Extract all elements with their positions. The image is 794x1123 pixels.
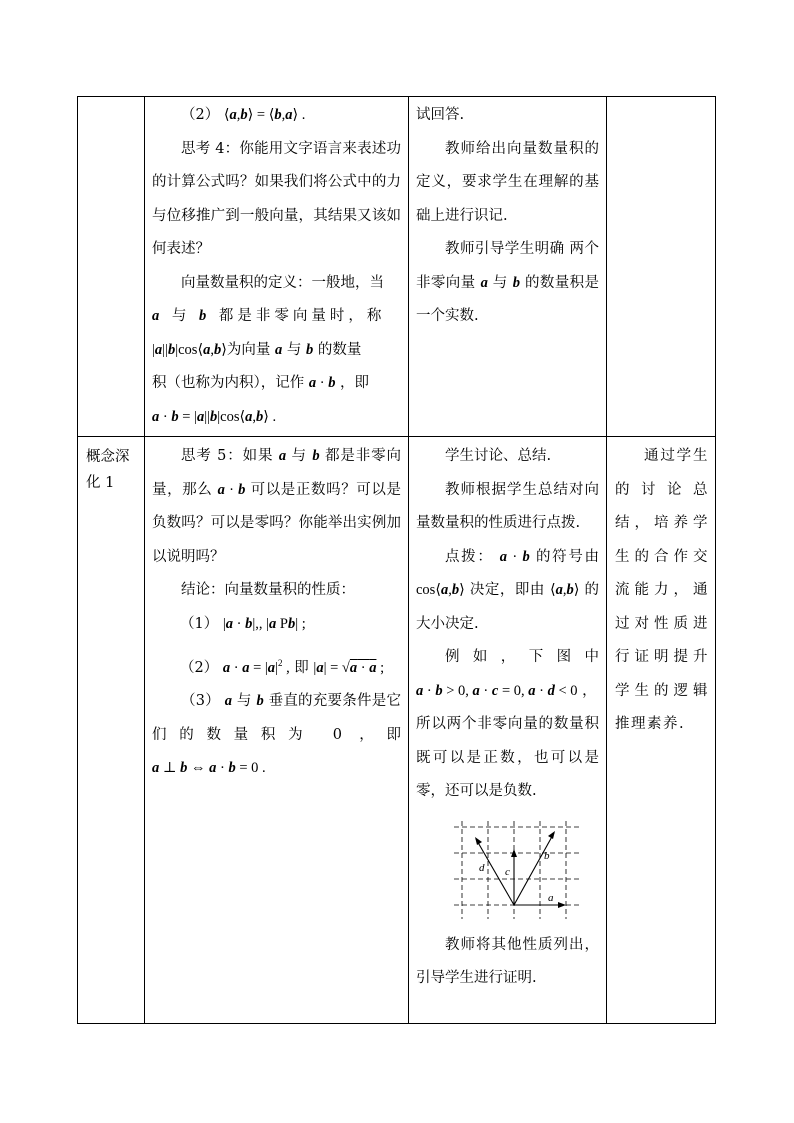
row1-stage-cell	[78, 97, 144, 436]
activity-example: 例如，下图中 a · b > 0, a · c = 0, a · d < 0 ，	[416, 649, 599, 699]
conclusion-heading: 结论：向量数量积的性质：	[181, 582, 355, 598]
row2-content-cell	[145, 440, 408, 786]
activity-discussion: 学生讨论、总结.	[445, 448, 552, 464]
row-divider	[77, 436, 716, 437]
activity-conclusion: 所以两个非零向量的数量积既可以是正数，也可以是零，还可以是负数.	[416, 716, 599, 799]
think-5-question: 思考 5：如果 a 与 b 都是非零向量，那么 a · b 可以是正数吗？可以是负数吗？可以是零吗？你能举出实例加以说明吗？	[152, 448, 402, 565]
row2-stage: 概念深化 1	[86, 449, 130, 491]
activity-list-properties: 教师将其他性质列出，引导学生进行证明.	[416, 936, 599, 986]
activity-try-answer: 试回答.	[416, 107, 465, 123]
property-3: （3） a 与 b 垂直的充要条件是它们的数量积为 0 ，即 a ⊥ b ⇔ a · b = 0 .	[152, 693, 401, 777]
row2-activity-cell	[409, 440, 606, 996]
definition-line-3: |a||b|cos⟨a,b⟩为向量 a 与 b 的数量	[152, 341, 362, 358]
arrowhead-b	[548, 831, 555, 839]
activity-hint: 点拨： a · b 的符号由 cos⟨a,b⟩ 决定，即由 ⟨a,b⟩ 的大小决定.	[416, 548, 600, 632]
property-item-2: （2） ⟨a,b⟩ = ⟨b,a⟩ .	[181, 107, 306, 123]
label-c: c	[505, 865, 510, 878]
row2-intent: 通过学生的讨论总结，培养学生的合作交流能力，通过对性质进行证明提升学生的逻辑推理素养.	[615, 448, 709, 732]
row2-intent-cell	[607, 440, 715, 742]
label-d: d	[479, 861, 485, 874]
property-1: （1） |a · b|,, |a Pb| ;	[180, 615, 306, 632]
table-border-right	[715, 96, 716, 1024]
label-b: b	[544, 849, 550, 862]
arrowhead-a	[558, 902, 566, 908]
activity-teacher-definition: 教师给出向量数量积的定义，要求学生在理解的基础上进行识记.	[416, 140, 599, 224]
lesson-table	[77, 96, 716, 1024]
row1-content-cell	[145, 99, 408, 434]
arrowhead-d	[475, 837, 482, 845]
vector-figure	[452, 819, 582, 923]
row1-intent-cell	[607, 97, 715, 436]
row1-activity-cell	[409, 99, 606, 334]
activity-teacher-summary: 教师根据学生总结对向量数量积的性质进行点拨.	[416, 481, 599, 531]
definition-line-2: a 与 b 都是非零向量时，称	[152, 308, 386, 324]
activity-teacher-guide: 教师引导学生明确 两个非零向量 a 与 b 的数量积是一个实数.	[416, 241, 600, 324]
think-4-question: 思考 4：你能用文字语言来表述功的计算公式吗？如果我们将公式中的力与位移推广到一般向量，其结果又该如何表述？	[152, 140, 401, 257]
definition-line-1: 向量数量积的定义：一般地，当	[181, 274, 384, 291]
table-border-bottom	[77, 1023, 716, 1024]
formula-commutative: ⟨a,b⟩ = ⟨b,a⟩ .	[223, 107, 306, 123]
definition-formula: a · b = |a||b|cos⟨a,b⟩ .	[152, 408, 277, 425]
row2-stage-cell	[78, 440, 144, 496]
definition-line-4: 积（也称为内积），记作 a · b ，即	[152, 375, 370, 391]
label-a: a	[548, 891, 554, 904]
property-2: （2） $a \cdot a = |a|^2$ , 即 |a| = √a · a ;	[180, 658, 385, 676]
